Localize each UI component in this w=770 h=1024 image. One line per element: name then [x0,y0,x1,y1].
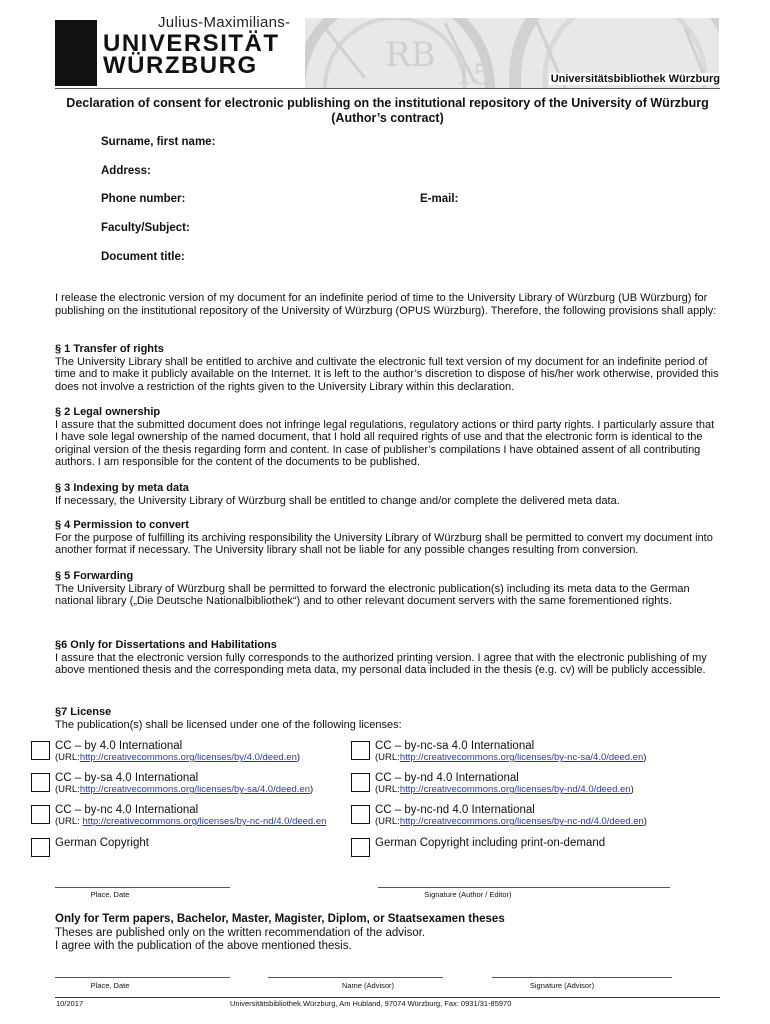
license-link[interactable]: http://creativecommons.org/licenses/by-nc-nd/4.0/deed.en [82,816,327,827]
section-text: For the purpose of fulfilling its archiving responsibility the University Library of Würzburg shall be permitted to convert my document into another format if necessary. The University library shall not be liable for any possible changes resulting from conversion. [55,531,713,557]
license-name-german-copyright-pod: German Copyright including print-on-demand [375,837,606,849]
license-checkbox-cc-by-sa[interactable] [31,773,50,792]
section-title: §6 Only for Dissertations and Habilitations [55,639,277,651]
footer-date: 10/2017 [56,999,84,1008]
term-papers-line-2: I agree with the publication of the above mentioned thesis. [55,940,352,952]
title-line-2: (Author’s contract) [331,111,444,125]
advisor-place-date-label: Place, Date [90,981,130,990]
license-option-cc-by-nd [375,772,634,795]
license-link[interactable]: http://creativecommons.org/licenses/by-sa/4.0/deed.en [79,784,311,795]
field-phone-label: Phone number: [101,193,186,205]
license-url: (URL: http://creativecommons.org/licenses/by-nc-nd/4.0/deed.en [55,816,327,827]
logo-university: UNIVERSITÄT [103,30,280,57]
license-checkbox-cc-by[interactable] [31,741,50,760]
author-signature-label: Signature (Author / Editor) [424,890,512,899]
logo-block [55,20,97,86]
license-option-cc-by-nc [55,804,350,827]
license-link[interactable]: http://creativecommons.org/licenses/by/4.0/deed.en [79,752,297,763]
license-checkbox-cc-by-nd[interactable] [351,773,370,792]
license-url: (URL:http://creativecommons.org/licenses/by-nc-nd/4.0/deed.en) [375,816,647,827]
section-1 [55,343,720,393]
title-line-1: Declaration of consent for electronic publishing on the institutional repository of the University of Würzburg [66,96,709,110]
header-divider [55,88,720,89]
library-name: Universitätsbibliothek Würzburg [550,73,720,85]
field-email-label: E-mail: [420,193,459,205]
section-2 [55,406,720,469]
section-title: § 4 Permission to convert [55,519,189,531]
advisor-name-label: Name (Advisor) [341,981,395,990]
author-signature-line[interactable] [378,887,670,888]
license-link[interactable]: http://creativecommons.org/licenses/by-nc-sa/4.0/deed.en [399,752,644,763]
section-text: If necessary, the University Library of Würzburg shall be entitled to change and/or complete the delivered meta data. [55,494,620,507]
svg-text:15: 15 [455,58,491,88]
place-date-line[interactable] [55,887,230,888]
advisor-name-line[interactable] [268,977,443,978]
section-4 [55,519,720,557]
field-doc-title-label: Document title: [101,251,185,263]
logo-university-prefix: Julius-Maximilians- [158,14,291,31]
license-name-german-copyright: German Copyright [55,837,149,849]
advisor-place-date-line[interactable] [55,977,230,978]
section-title: § 1 Transfer of rights [55,343,164,355]
field-name-label: Surname, first name: [101,136,216,148]
term-papers-title: Only for Term papers, Bachelor, Master, Magister, Diplom, or Staatsexamen theses [55,913,505,925]
advisor-signature-line[interactable] [492,977,672,978]
place-date-label: Place, Date [90,890,130,899]
field-address-label: Address: [101,165,151,177]
advisor-signature-label: Signature (Advisor) [529,981,595,990]
footer-divider [55,997,720,998]
license-name: CC – by 4.0 International [55,740,183,752]
section-title: § 3 Indexing by meta data [55,482,189,494]
license-checkbox-cc-by-nc-sa[interactable] [351,741,370,760]
section-7 [55,706,720,731]
section-text: I assure that the electronic version fully corresponds to the authorized printing version. I agree that with the electronic publishing of my above mentioned thesis and the corresponding meta data, my personal data included in the thesis (e.g. cv) will be publicly accessible. [55,651,707,677]
section-6 [55,639,720,677]
license-name: CC – by-nc-nd 4.0 International [375,804,535,816]
section-5 [55,570,720,608]
section-text: I assure that the submitted document does not infringe legal regulations, regulatory actions or third party rights. I particularly assure that I have sole legal ownership of the named document, that I hold all required rights of use and that the electronic form is identical to the original version of the thesis regarding form and content. In case of publisher’s compilations I have obtained assent of all contributing authors. I am responsible for the content of the documents to be published. [55,418,715,469]
section-text: The publication(s) shall be licensed under one of the following licenses: [55,718,402,731]
license-name: CC – by-nc 4.0 International [55,804,199,816]
section-3 [55,482,720,507]
license-link[interactable]: http://creativecommons.org/licenses/by-nd/4.0/deed.en [399,784,631,795]
section-title: § 5 Forwarding [55,570,134,582]
license-option-cc-by-sa [55,772,313,795]
svg-text:RB: RB [385,35,436,75]
document-title [55,96,720,126]
section-title: § 2 Legal ownership [55,406,161,418]
license-url: (URL:http://creativecommons.org/licenses/by-nc-sa/4.0/deed.en) [375,752,647,763]
footer-address: Universitätsbibliothek Würzburg, Am Hubland, 97074 Würzburg, Fax: 0931/31-85970 [230,999,512,1008]
license-name: CC – by-nc-sa 4.0 International [375,740,535,752]
section-title: §7 License [55,706,112,718]
license-name: CC – by-nd 4.0 International [375,772,519,784]
license-name: CC – by-sa 4.0 International [55,772,199,784]
section-text: The University Library shall be entitled to archive and cultivate the electronic full text version of my document for an indefinite period of time and to make it publicly available on the Internet. It is left to the author’s discretion to dispose of his/her work otherwise, provided this does not involve a restriction of the rights given to the University Library within this declaration. [55,355,719,393]
section-text: The University Library of Würzburg shall be permitted to forward the electronic publication(s) including its meta data to the German national library („Die Deutsche Nationalbibliothek“) and to other relevant document servers with the same forementioned rights. [55,582,690,608]
logo-wuerzburg: WÜRZBURG [103,52,258,79]
license-option-cc-by-nc-sa [375,740,646,763]
field-faculty-label: Faculty/Subject: [101,222,190,234]
license-checkbox-german-copyright[interactable] [31,838,50,857]
license-url: (URL:http://creativecommons.org/licenses/by-sa/4.0/deed.en) [55,784,314,795]
license-checkbox-cc-by-nc-nd[interactable] [351,805,370,824]
license-link[interactable]: http://creativecommons.org/licenses/by-nc-nd/4.0/deed.en [399,816,644,827]
term-papers-section [55,913,720,954]
license-url: (URL:http://creativecommons.org/licenses/by-nd/4.0/deed.en) [375,784,634,795]
license-checkbox-cc-by-nc[interactable] [31,805,50,824]
license-option-cc-by-nc-nd [375,804,647,827]
license-option-cc-by [55,740,300,763]
license-checkbox-german-copyright-pod[interactable] [351,838,370,857]
term-papers-line-1: Theses are published only on the written recommendation of the advisor. [55,926,426,939]
intro-paragraph: I release the electronic version of my document for an indefinite period of time to the University Library of Würzburg (UB Würzburg) for publishing on the institutional repository of the University of Würzburg (OPUS Würzburg). Therefore, the following provisions shall apply: [55,292,717,317]
license-url: (URL:http://creativecommons.org/licenses/by/4.0/deed.en) [55,752,301,763]
